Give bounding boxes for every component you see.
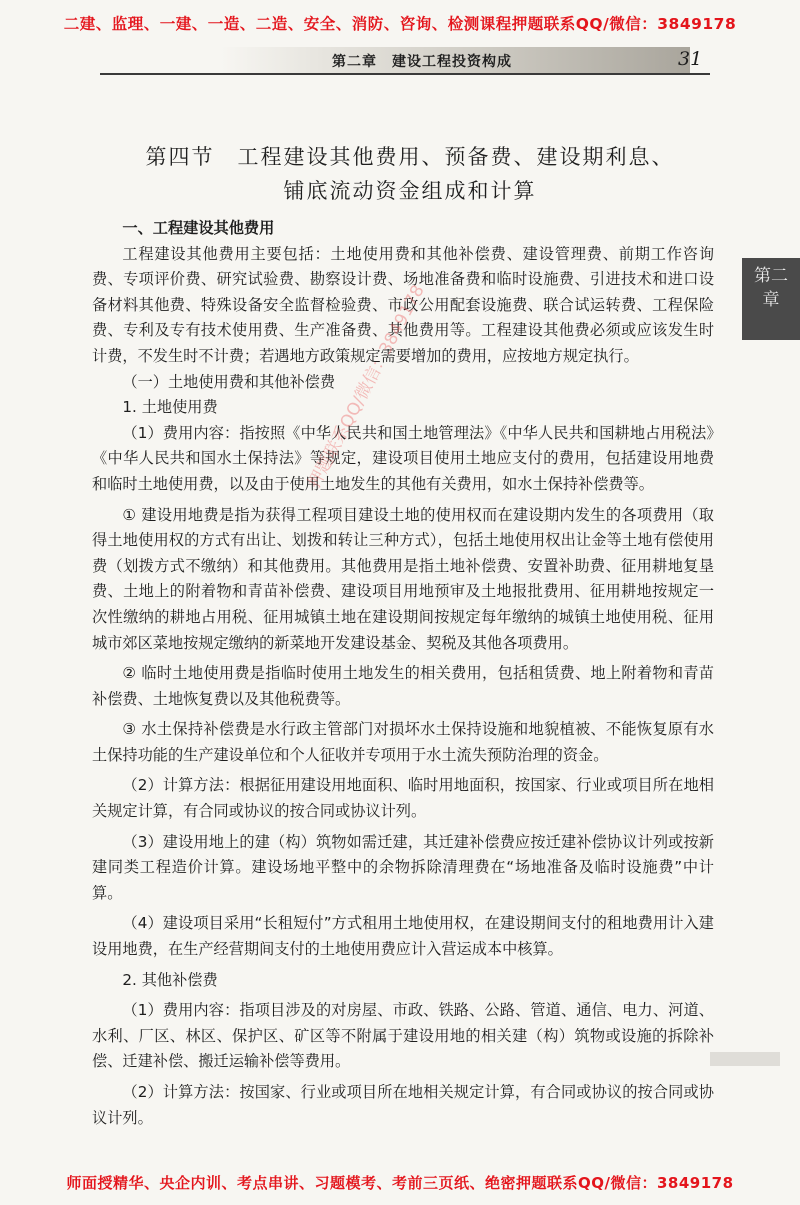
section-title (105, 140, 715, 208)
heading-level1: 一、工程建设其他费用 (122, 219, 275, 237)
watermark: 押题联系QQ/微信：3849178 (304, 281, 429, 492)
section-title-line2: 铺底流动资金组成和计算 (283, 179, 537, 203)
promo-banner-top: 二建、监理、一建、一造、二造、安全、消防、咨询、检测课程押题联系QQ/微信：3849178 (63, 15, 737, 33)
paragraph-soil-conservation: ③ 水土保持补偿费是水行政主管部门对损坏水土保持设施和地貌植被、不能恢复原有水土保持功能的生产建设单位和个人征收并专项用于水土流失预防治理的资金。 (92, 720, 714, 764)
paragraph-temporary-land: ② 临时土地使用费是指临时使用土地发生的相关费用，包括租赁费、地上附着物和青苗补偿费、土地恢复费以及其他税费等。 (92, 664, 714, 708)
paragraph-calculation: （2）计算方法：根据征用建设用地面积、临时用地面积，按国家、行业或项目所在地相关规定计算，有合同或协议的按合同或协议计列。 (92, 776, 714, 821)
section-title-line1: 第四节 工程建设其他费用、预备费、建设期利息、 (145, 145, 675, 169)
body-text (92, 216, 714, 1131)
paragraph-fee-content: （1）费用内容：指按照《中华人民共和国土地管理法》《中华人民共和国耕地占用税法》《中华人民共和国水土保持法》等规定，建设项目使用土地应支付的费用，包括建设用地费和临时土地使用费，以及由于使用土地发生的其他有关费用，如水土保持补偿费等。 (92, 423, 714, 493)
item-heading-other-compensation: 2. 其他补偿费 (122, 970, 218, 989)
item-heading-land-use: 1. 土地使用费 (122, 398, 218, 417)
side-tab-line2: 章 (762, 290, 780, 310)
paragraph-other-content: （1）费用内容：指项目涉及的对房屋、市政、铁路、公路、管道、通信、电力、河道、水利、厂区、林区、保护区、矿区等不附属于建设用地的相关建（构）筑物或设施的拆除补偿、迁建补偿、搬迁运输补偿等费用。 (92, 1001, 714, 1071)
header-chapter-title: 第二章 建设工程投资构成 (332, 54, 512, 70)
promo-banner-bottom: 师面授精华、央企内训、考点串讲、习题模考、考前三页纸、绝密押题联系QQ/微信：3849178 (66, 1174, 734, 1192)
paragraph-long-lease: （4）建设项目采用“长租短付”方式租用土地使用权，在建设期间支付的租地费用计入建设用地费，在生产经营期间支付的土地使用费应计入营运成本中核算。 (92, 914, 714, 959)
chapter-side-tab (742, 258, 800, 340)
paragraph-other-calculation: （2）计算方法：按国家、行业或项目所在地相关规定计算，有合同或协议的按合同或协议计列。 (92, 1083, 714, 1127)
header-divider (100, 73, 710, 75)
running-header (100, 45, 710, 75)
paragraph-relocation: （3）建设用地上的建（构）筑物如需迁建，其迁建补偿费应按迁建补偿协议计列或按新建同类工程造价计算。建设场地平整中的余物拆除清理费在“场地准备及临时设施费”中计算。 (92, 832, 714, 902)
scan-smudge (710, 1052, 780, 1066)
paragraph-construction-land: ① 建设用地费是指为获得工程项目建设土地的使用权而在建设期内发生的各项费用（取得土地使用权的方式有出让、划拨和转让三种方式），包括土地使用权出让金等土地有偿使用费（划拨方式不缴纳）和其他费用。其他费用是指土地补偿费、安置补助费、征用耕地复垦费、土地上的附着物和青苗补偿费、建设项目用地预审及土地报批费用、征用耕地按规定一次性缴纳的耕地占用税、征用城镇土地在建设期间按规定每年缴纳的城镇土地使用税、征用城市郊区菜地按规定缴纳的新菜地开发建设基金、契税及其他各项费用。 (92, 505, 714, 652)
subheading-land-fees: （一）土地使用费和其他补偿费 (122, 372, 336, 391)
page-number: 31 (678, 48, 703, 70)
paragraph-intro: 工程建设其他费用主要包括：土地使用费和其他补偿费、建设管理费、前期工作咨询费、专项评价费、研究试验费、勘察设计费、场地准备费和临时设施费、引进技术和进口设备材料其他费、特殊设备安全监督检验费、市政公用配套设施费、联合试运转费、工程保险费、专利及专有技术使用费、生产准备费、其他费用等。工程建设其他费必须或应该发生时计费，不发生时不计费；若遇地方政策规定需要增加的费用，应按地方规定执行。 (92, 244, 714, 365)
side-tab-line1: 第二 (754, 266, 788, 286)
